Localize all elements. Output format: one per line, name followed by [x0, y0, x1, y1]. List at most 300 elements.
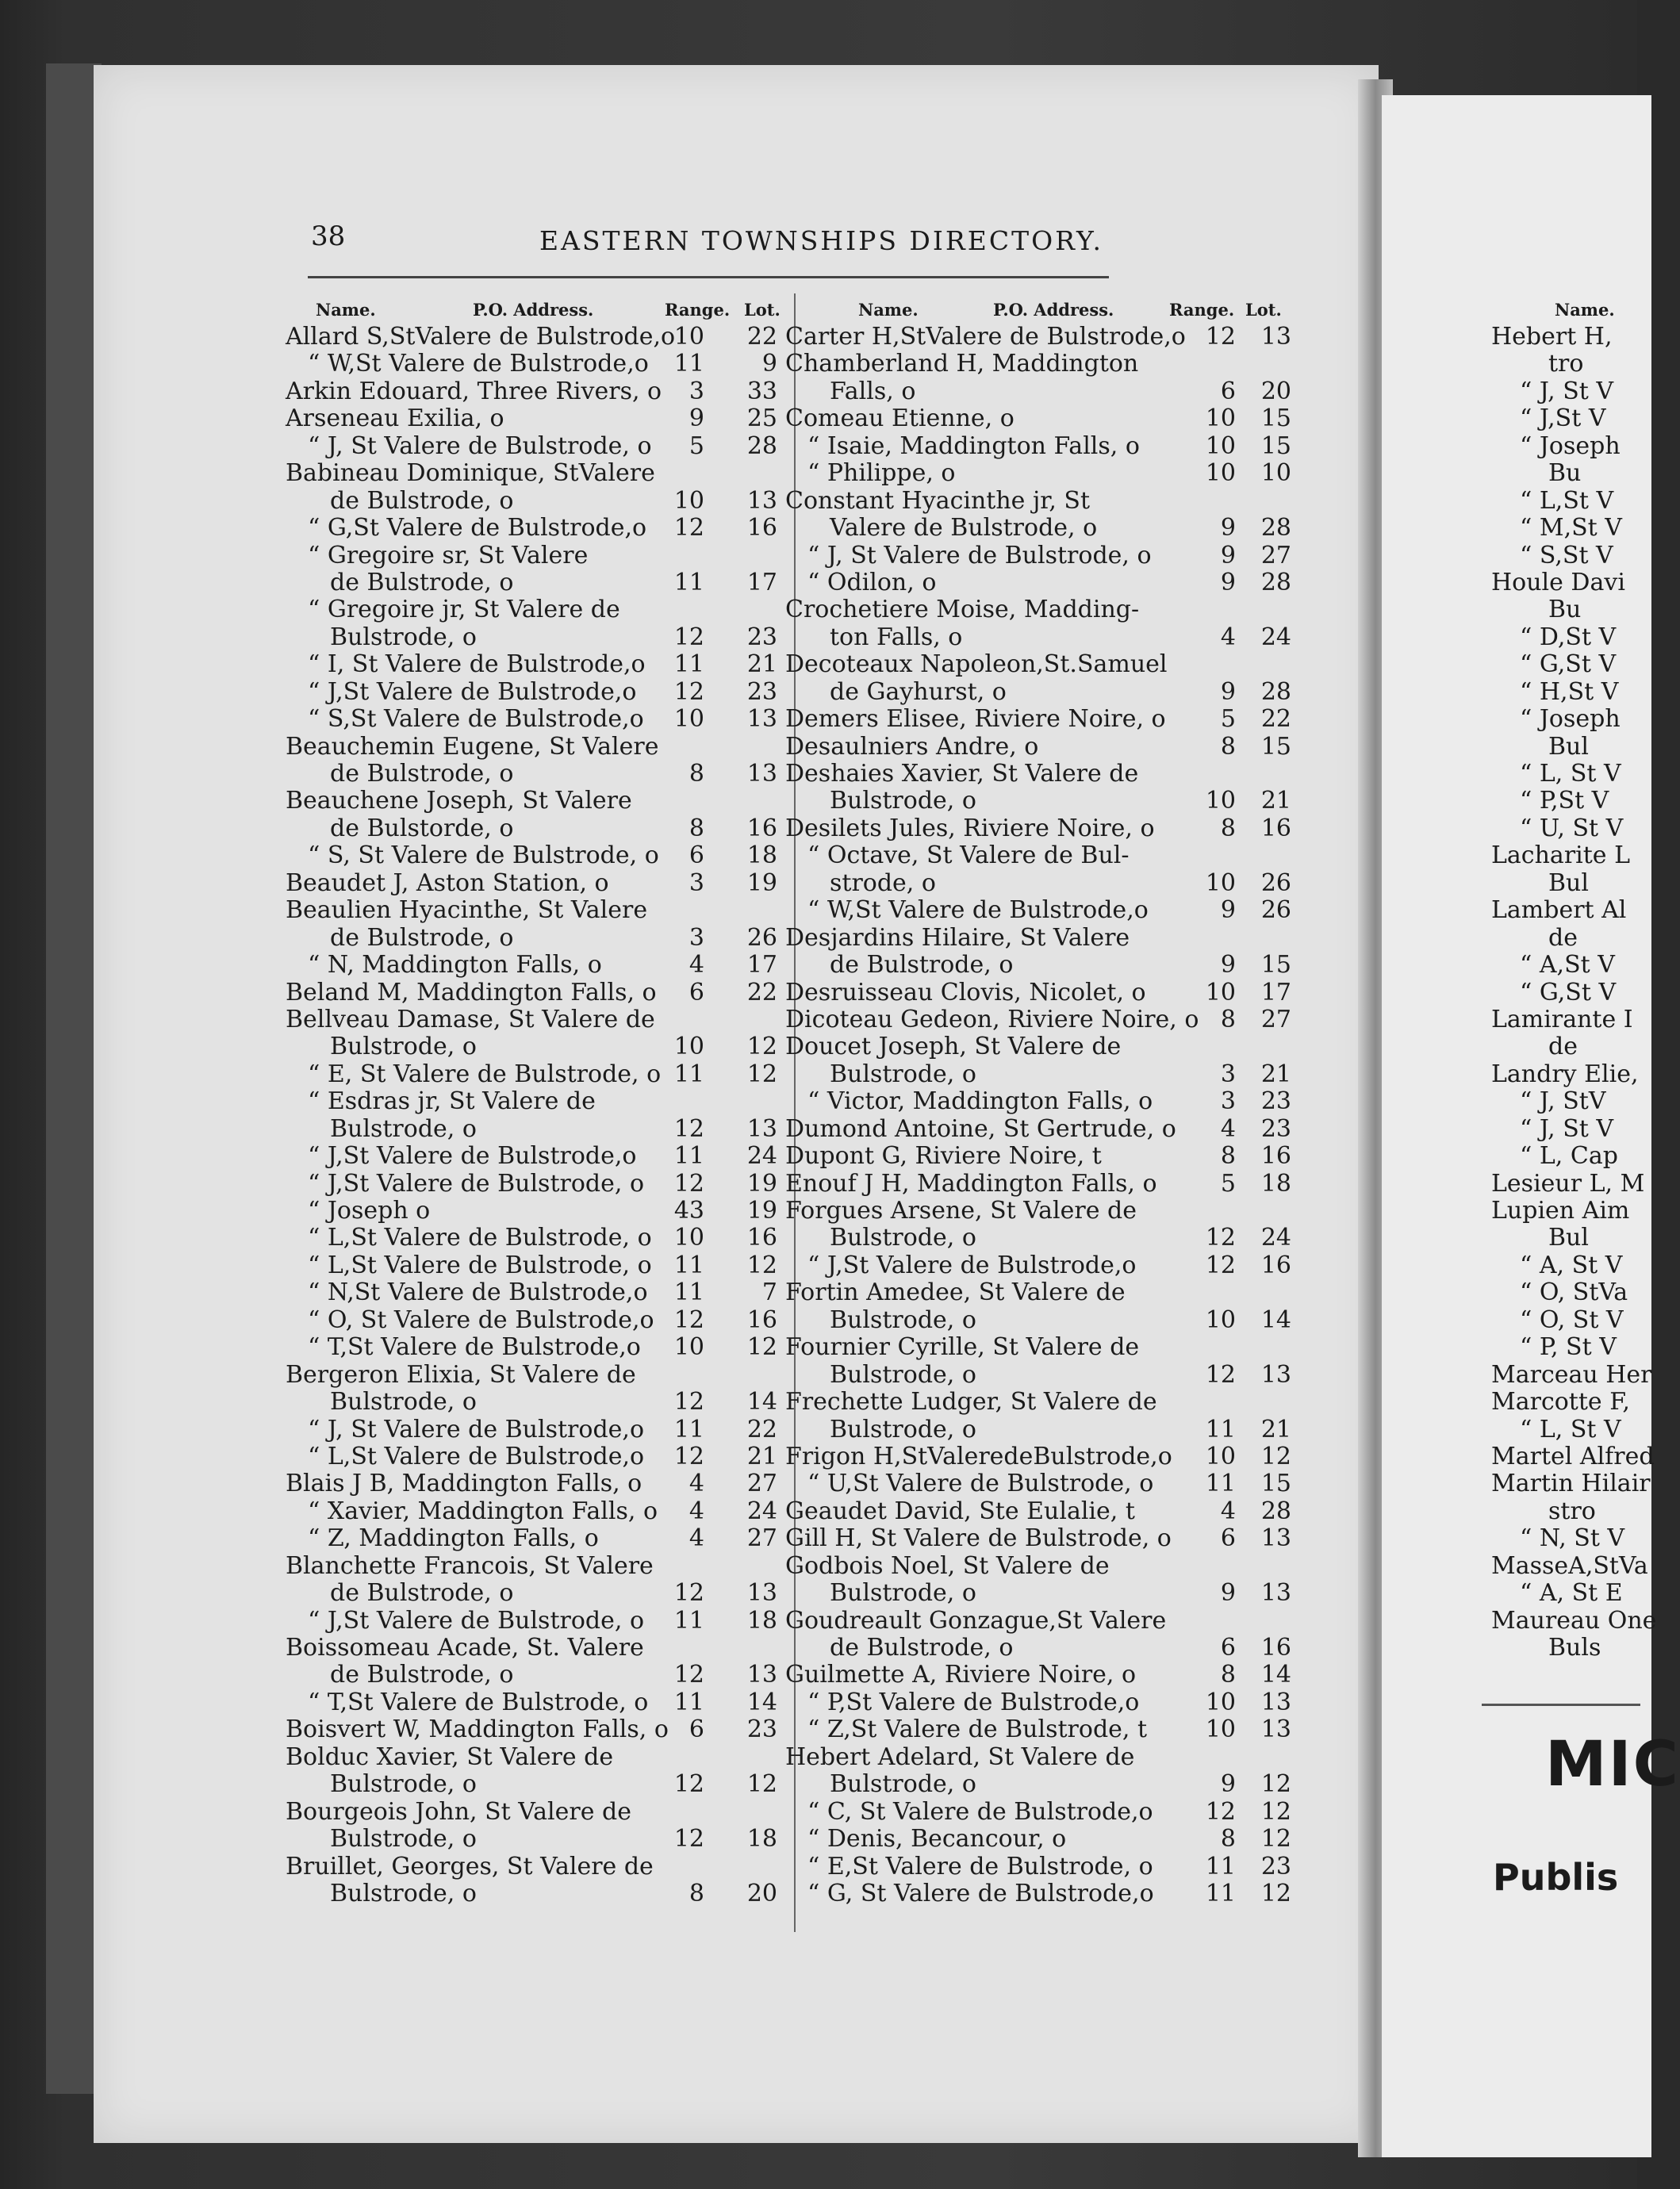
entry-lot: 16 [746, 1224, 777, 1252]
next-page-line-text: Bu [1548, 596, 1582, 624]
entry-range: 4 [688, 1524, 704, 1553]
entry-name: Bulstrode, o [830, 1579, 976, 1608]
directory-entry [785, 1116, 1293, 1143]
entry-lot: 17 [1260, 978, 1291, 1006]
entry-name: Beland M, Maddington Falls, o [286, 978, 657, 1006]
next-page-line [1491, 734, 1650, 761]
entry-name: de Bulstrode, o [330, 486, 514, 515]
entry-range: 4 [688, 1497, 704, 1525]
directory-entry [785, 1662, 1293, 1689]
entry-lot: 18 [1260, 1169, 1291, 1198]
entry-range: 3 [688, 923, 704, 952]
entry-name: Boisvert W, Maddington Falls, o [286, 1716, 669, 1744]
entry-name: “ L,St Valere de Bulstrode,o [308, 1442, 645, 1470]
entry-lot: 23 [1260, 1852, 1291, 1880]
entry-name: “ Gregoire sr, St Valere [308, 541, 589, 569]
entry-range: 11 [673, 1279, 704, 1307]
entry-name: “ N,St Valere de Bulstrode,o [308, 1279, 648, 1307]
entry-name: Bruillet, Georges, St Valere de [286, 1852, 654, 1880]
entry-lot: 9 [761, 350, 777, 378]
entry-lot: 12 [1260, 1797, 1291, 1826]
entry-lot: 13 [746, 1114, 777, 1143]
entry-name: Beaudet J, Aston Station, o [286, 868, 609, 897]
entry-lot: 22 [746, 978, 777, 1006]
next-page-line [1491, 1061, 1650, 1088]
directory-entry [785, 324, 1293, 351]
entry-lot: 12 [746, 1770, 777, 1799]
entry-name: de Bulstrode, o [330, 1579, 514, 1608]
col-header-lot: Lot. [1245, 300, 1282, 320]
next-page-line [1491, 1606, 1657, 1635]
entry-range: 10 [1205, 868, 1236, 897]
entry-range: 8 [1220, 1825, 1236, 1854]
entry-range: 11 [673, 1142, 704, 1171]
directory-entry [286, 897, 793, 924]
entry-name: “ Z, Maddington Falls, o [308, 1524, 599, 1553]
entry-lot: 28 [1260, 677, 1291, 706]
entry-name: Dicoteau Gedeon, Riviere Noire, o [785, 1005, 1199, 1033]
directory-entry [785, 515, 1293, 542]
entry-name: Dupont G, Riviere Noire, t [785, 1142, 1102, 1171]
entry-lot: 28 [746, 431, 777, 460]
entry-range: 9 [1220, 568, 1236, 596]
next-page-line [1491, 324, 1650, 351]
entry-name: “ L,St Valere de Bulstrode, o [308, 1224, 652, 1252]
entry-name: “ Odilon, o [807, 568, 937, 596]
entry-range: 12 [1205, 323, 1236, 351]
entry-range: 10 [1205, 978, 1236, 1006]
entry-name: Desaulniers Andre, o [785, 732, 1039, 761]
directory-entry [286, 1799, 793, 1826]
directory-entry [785, 761, 1293, 788]
entry-name: “ Z,St Valere de Bulstrode, t [807, 1716, 1148, 1744]
next-page-line [1491, 1334, 1650, 1361]
entry-name: Godbois Noel, St Valere de [785, 1551, 1110, 1580]
entry-lot: 7 [761, 1279, 777, 1307]
entry-name: Boissomeau Acade, St. Valere [286, 1634, 644, 1662]
directory-entry [785, 405, 1293, 432]
entry-range: 12 [1205, 1251, 1236, 1279]
directory-entry [286, 1088, 793, 1115]
directory-entry [286, 1635, 793, 1662]
directory-entry [286, 870, 793, 897]
entry-name: Crochetiere Moise, Madding- [785, 596, 1140, 624]
next-page-fragment [1491, 292, 1657, 1662]
next-page-line-text: “ N, St V [1520, 1524, 1625, 1553]
next-page-line [1491, 842, 1650, 869]
next-page-line [1491, 1006, 1650, 1033]
next-page-line-text: “ P,St V [1520, 787, 1609, 815]
next-page-line [1491, 1389, 1650, 1416]
directory-entry [785, 1033, 1293, 1060]
next-page-rule [1482, 1704, 1640, 1706]
next-page-line-text: Lacharite L [1491, 841, 1631, 870]
directory-entry [785, 815, 1293, 842]
directory-entry [785, 734, 1293, 761]
next-page-line [1491, 624, 1650, 651]
entry-name: Frigon H,StValeredeBulstrode,o [785, 1442, 1172, 1470]
next-page-line-text: Lesieur L, M [1491, 1169, 1645, 1198]
entry-name: Dumond Antoine, St Gertrude, o [785, 1114, 1176, 1143]
next-page-line-text: MasseA,StVa [1491, 1551, 1648, 1580]
directory-entry [286, 1033, 793, 1060]
next-page-line [1491, 1252, 1650, 1279]
directory-entry [286, 1553, 793, 1580]
next-page-line [1491, 679, 1650, 706]
entry-lot: 26 [1260, 868, 1291, 897]
entry-lot: 24 [1260, 623, 1291, 651]
next-page-line-text: Martin Hilair [1491, 1470, 1651, 1498]
directory-entry [785, 788, 1293, 815]
directory-entry [785, 651, 1293, 678]
entry-range: 12 [673, 1305, 704, 1334]
entry-name: de Bulstrode, o [330, 923, 514, 952]
entry-name: de Bulstrode, o [330, 760, 514, 788]
entry-lot: 23 [746, 1716, 777, 1744]
next-page-line [1491, 925, 1650, 952]
entry-name: “ U,St Valere de Bulstrode, o [807, 1470, 1154, 1498]
entry-lot: 18 [746, 1606, 777, 1635]
entry-range: 10 [1205, 459, 1236, 488]
entry-lot: 21 [1260, 1415, 1291, 1443]
directory-entry [286, 925, 793, 952]
entry-range: 12 [673, 623, 704, 651]
entry-name: Blanchette Francois, St Valere [286, 1551, 654, 1580]
entry-range: 10 [673, 1224, 704, 1252]
directory-entry [785, 1608, 1293, 1635]
entry-name: “ G,St Valere de Bulstrode,o [308, 514, 647, 542]
entry-name: Decoteaux Napoleon,St.Samuel [785, 650, 1168, 679]
directory-entry [785, 1088, 1293, 1115]
entry-lot: 16 [1260, 1142, 1291, 1171]
entry-name: “ L,St Valere de Bulstrode, o [308, 1251, 652, 1279]
entry-name: Enouf J H, Maddington Falls, o [785, 1169, 1157, 1198]
entry-range: 9 [1220, 896, 1236, 925]
entry-name: Guilmette A, Riviere Noire, o [785, 1661, 1137, 1689]
entry-name: “ T,St Valere de Bulstrode, o [308, 1688, 649, 1716]
entry-name: Bulstrode, o [330, 1388, 477, 1417]
entry-range: 11 [673, 650, 704, 679]
entry-lot: 14 [746, 1388, 777, 1417]
entry-lot: 13 [1260, 1716, 1291, 1744]
entry-name: Desruisseau Clovis, Nicolet, o [785, 978, 1146, 1006]
entry-lot: 13 [746, 760, 777, 788]
next-page-line-text: “ L, Cap [1520, 1142, 1618, 1171]
next-page-banner: MIC [1545, 1729, 1680, 1800]
entry-lot: 21 [1260, 787, 1291, 815]
next-page-line-text: “ G,St V [1520, 650, 1617, 679]
next-page-line-text: Houle Davi [1491, 568, 1625, 596]
entry-lot: 23 [746, 677, 777, 706]
entry-range: 8 [688, 760, 704, 788]
directory-entry [785, 1854, 1293, 1880]
entry-lot: 15 [1260, 732, 1291, 761]
entry-range: 9 [1220, 1579, 1236, 1608]
entry-range: 3 [688, 377, 704, 405]
entry-range: 11 [1205, 1415, 1236, 1443]
entry-range: 12 [673, 1114, 704, 1143]
directory-entry [785, 1171, 1293, 1198]
entry-name: Babineau Dominique, StValere [286, 459, 655, 488]
directory-entry [286, 761, 793, 788]
entry-name: Desjardins Hilaire, St Valere [785, 923, 1130, 952]
col-header-name: Name. [858, 300, 919, 320]
next-page-line [1491, 378, 1650, 405]
entry-lot: 24 [746, 1497, 777, 1525]
entry-lot: 13 [1260, 1524, 1291, 1553]
next-page-line-text: Landry Elie, [1491, 1060, 1639, 1088]
directory-entry [286, 569, 793, 596]
next-page-line [1491, 596, 1650, 623]
directory-entry [785, 1689, 1293, 1716]
directory-entry [785, 1389, 1293, 1416]
next-page-line-text: Lupien Aim [1491, 1197, 1630, 1225]
entry-name: Comeau Etienne, o [785, 404, 1015, 433]
entry-lot: 12 [1260, 1770, 1291, 1799]
entry-range: 8 [1220, 1142, 1236, 1171]
directory-entry [785, 1716, 1293, 1743]
entry-range: 10 [1205, 1716, 1236, 1744]
entry-range: 12 [673, 1770, 704, 1799]
directory-entry [785, 1198, 1293, 1225]
next-page-line [1491, 788, 1650, 815]
entry-range: 4 [1220, 1497, 1236, 1525]
entry-name: Demers Elisee, Riviere Noire, o [785, 705, 1166, 734]
next-page-line-text: “ U, St V [1520, 814, 1624, 842]
entry-range: 11 [1205, 1852, 1236, 1880]
entry-range: 6 [1220, 1634, 1236, 1662]
entry-name: Allard S,StValere de Bulstrode,o [286, 323, 676, 351]
directory-entry [286, 979, 793, 1006]
entry-lot: 27 [1260, 1005, 1291, 1033]
column-header-row [286, 292, 793, 324]
next-page-line-text: “ O, St V [1520, 1305, 1624, 1334]
directory-entry [785, 569, 1293, 596]
next-page-entries [1491, 323, 1657, 1662]
entry-range: 9 [1220, 951, 1236, 979]
entry-name: “ J,St Valere de Bulstrode, o [308, 1169, 644, 1198]
entry-range: 12 [1205, 1224, 1236, 1252]
next-page-line-text: Maureau One [1491, 1606, 1657, 1635]
directory-entry [286, 1279, 793, 1306]
entry-lot: 22 [746, 323, 777, 351]
entry-lot: 20 [1260, 377, 1291, 405]
entry-lot: 12 [1260, 1825, 1291, 1854]
directory-entry [286, 952, 793, 979]
next-page-line [1491, 460, 1650, 487]
entry-range: 6 [688, 841, 704, 870]
directory-entry [286, 1498, 793, 1525]
next-page-line [1491, 515, 1650, 542]
next-page-line-text: “ J, St V [1520, 377, 1614, 405]
entry-lot: 28 [1260, 1497, 1291, 1525]
next-page-line [1491, 1498, 1650, 1525]
entry-lot: 28 [1260, 568, 1291, 596]
entry-name: “ J,St Valere de Bulstrode,o [308, 1142, 637, 1171]
entry-name: Bulstrode, o [330, 1825, 477, 1854]
directory-entry [785, 897, 1293, 924]
next-page-line-text: Marceau Her [1491, 1360, 1652, 1389]
directory-entry [785, 925, 1293, 952]
directory-entry [286, 1198, 793, 1225]
entry-name: ton Falls, o [830, 623, 963, 651]
next-page-line [1491, 542, 1650, 569]
entry-lot: 12 [1260, 1879, 1291, 1907]
entry-lot: 17 [746, 568, 777, 596]
entry-lot: 13 [1260, 323, 1291, 351]
next-page-line-text: Marcotte F, [1491, 1388, 1630, 1417]
entry-name: Blais J B, Maddington Falls, o [286, 1470, 642, 1498]
entry-range: 8 [1220, 732, 1236, 761]
directory-entry [785, 1143, 1293, 1170]
next-page-line-text: “ J, St V [1520, 1114, 1614, 1143]
entry-lot: 15 [1260, 431, 1291, 460]
entry-lot: 16 [746, 1305, 777, 1334]
next-page-line [1491, 1307, 1650, 1334]
entry-name: “ Esdras jr, St Valere de [308, 1087, 596, 1116]
next-page-line-text: “ P, St V [1520, 1333, 1617, 1362]
entry-range: 10 [1205, 1442, 1236, 1470]
next-page-line [1491, 1171, 1650, 1198]
directory-entry [785, 1498, 1293, 1525]
entry-name: “ C, St Valere de Bulstrode,o [807, 1797, 1153, 1826]
next-page-line [1491, 1362, 1650, 1389]
next-page-line [1491, 706, 1650, 733]
directory-entry [286, 542, 793, 569]
entry-lot: 13 [746, 1579, 777, 1608]
directory-entry [286, 1307, 793, 1334]
entry-name: Hebert Adelard, St Valere de [785, 1742, 1135, 1771]
entry-name: Forgues Arsene, St Valere de [785, 1197, 1137, 1225]
entry-lot: 21 [746, 1442, 777, 1470]
directory-entry [785, 1826, 1293, 1853]
next-page-line [1491, 1635, 1650, 1662]
directory-entry [286, 433, 793, 460]
entry-range: 11 [673, 568, 704, 596]
entry-name: “ Denis, Becancour, o [807, 1825, 1067, 1854]
entry-lot: 19 [746, 868, 777, 897]
directory-entry [785, 1252, 1293, 1279]
entry-name: de Bulstorde, o [330, 814, 514, 842]
entry-name: Bulstrode, o [830, 787, 976, 815]
entry-range: 8 [1220, 1661, 1236, 1689]
directory-entry [286, 706, 793, 733]
entry-name: Bulstrode, o [330, 1114, 477, 1143]
entry-range: 6 [688, 1716, 704, 1744]
entry-name: “ Isaie, Maddington Falls, o [807, 431, 1140, 460]
directory-entry [785, 1635, 1293, 1662]
entry-name: “ J, St Valere de Bulstrode, o [308, 431, 652, 460]
directory-entry [286, 1143, 793, 1170]
entry-range: 5 [688, 431, 704, 460]
entry-lot: 33 [746, 377, 777, 405]
entry-range: 43 [673, 1197, 704, 1225]
next-page-line-text: “ L,St V [1520, 486, 1614, 515]
entry-lot: 26 [1260, 896, 1291, 925]
next-page-line-text: Bul [1548, 868, 1589, 897]
entry-name: Fournier Cyrille, St Valere de [785, 1333, 1140, 1362]
next-page-line [1491, 1143, 1650, 1170]
directory-entry [785, 842, 1293, 869]
next-page-line-text: “ Joseph [1520, 431, 1621, 460]
next-page-line [1491, 815, 1650, 842]
entry-name: “ J,St Valere de Bulstrode,o [807, 1251, 1137, 1279]
next-page-line [1491, 1279, 1650, 1306]
next-page-line [1491, 1088, 1650, 1115]
entry-range: 8 [1220, 814, 1236, 842]
entry-lot: 13 [1260, 1360, 1291, 1389]
entry-name: Bulstrode, o [830, 1060, 976, 1088]
next-page-line [1491, 897, 1650, 924]
entry-name: Arkin Edouard, Three Rivers, o [286, 377, 662, 405]
entry-range: 10 [1205, 1305, 1236, 1334]
entry-lot: 14 [1260, 1661, 1291, 1689]
entry-range: 3 [1220, 1060, 1236, 1088]
entry-lot: 21 [746, 650, 777, 679]
entry-lot: 26 [746, 923, 777, 952]
next-page-line-text: Martel Alfred [1491, 1442, 1655, 1470]
entry-range: 11 [1205, 1879, 1236, 1907]
directory-entry [286, 842, 793, 869]
entry-lot: 23 [1260, 1087, 1291, 1116]
col-header-lot: Lot. [744, 300, 781, 320]
next-page-line [1491, 979, 1650, 1006]
entry-name: Gill H, St Valere de Bulstrode, o [785, 1524, 1172, 1553]
directory-entry [286, 1580, 793, 1607]
entry-name: “ G, St Valere de Bulstrode,o [807, 1879, 1154, 1907]
entry-lot: 16 [746, 514, 777, 542]
entry-name: “ Octave, St Valere de Bul- [807, 841, 1130, 870]
col-header-po: P.O. Address. [473, 300, 594, 320]
entry-lot: 22 [1260, 705, 1291, 734]
entry-name: “ E, St Valere de Bulstrode, o [308, 1060, 662, 1088]
entry-name: “ Xavier, Maddington Falls, o [308, 1497, 658, 1525]
entry-name: “ Philippe, o [807, 459, 956, 488]
directory-entry [785, 1580, 1293, 1607]
entry-range: 10 [1205, 787, 1236, 815]
next-page-line [1491, 1470, 1650, 1497]
entry-range: 12 [673, 1825, 704, 1854]
directory-entry [286, 1171, 793, 1198]
entry-name: Carter H,StValere de Bulstrode,o [785, 323, 1186, 351]
entry-range: 9 [1220, 1770, 1236, 1799]
directory-entry [286, 1006, 793, 1033]
entry-lot: 24 [1260, 1224, 1291, 1252]
next-page-line-text: “ A, St E [1520, 1579, 1623, 1608]
directory-entry [286, 324, 793, 351]
entry-lot: 28 [1260, 514, 1291, 542]
next-page-line [1491, 1442, 1655, 1470]
directory-entry [785, 1334, 1293, 1361]
entry-name: Bulstrode, o [330, 1879, 477, 1907]
directory-entry [785, 1744, 1293, 1771]
entry-range: 6 [688, 978, 704, 1006]
directory-entry [286, 488, 793, 515]
entry-name: “ J,St Valere de Bulstrode, o [308, 1606, 644, 1635]
entry-lot: 27 [746, 1524, 777, 1553]
directory-entry [785, 679, 1293, 706]
next-page-line [1491, 488, 1650, 515]
entry-range: 10 [673, 323, 704, 351]
directory-entry [785, 1470, 1293, 1497]
directory-entry [286, 1116, 793, 1143]
entry-name: “ S, St Valere de Bulstrode, o [308, 841, 659, 870]
directory-entry [785, 1006, 1293, 1033]
directory-entry [286, 679, 793, 706]
next-page-header [1491, 292, 1650, 324]
entry-lot: 15 [1260, 951, 1291, 979]
next-page-line-text: Hebert H, [1491, 323, 1613, 351]
